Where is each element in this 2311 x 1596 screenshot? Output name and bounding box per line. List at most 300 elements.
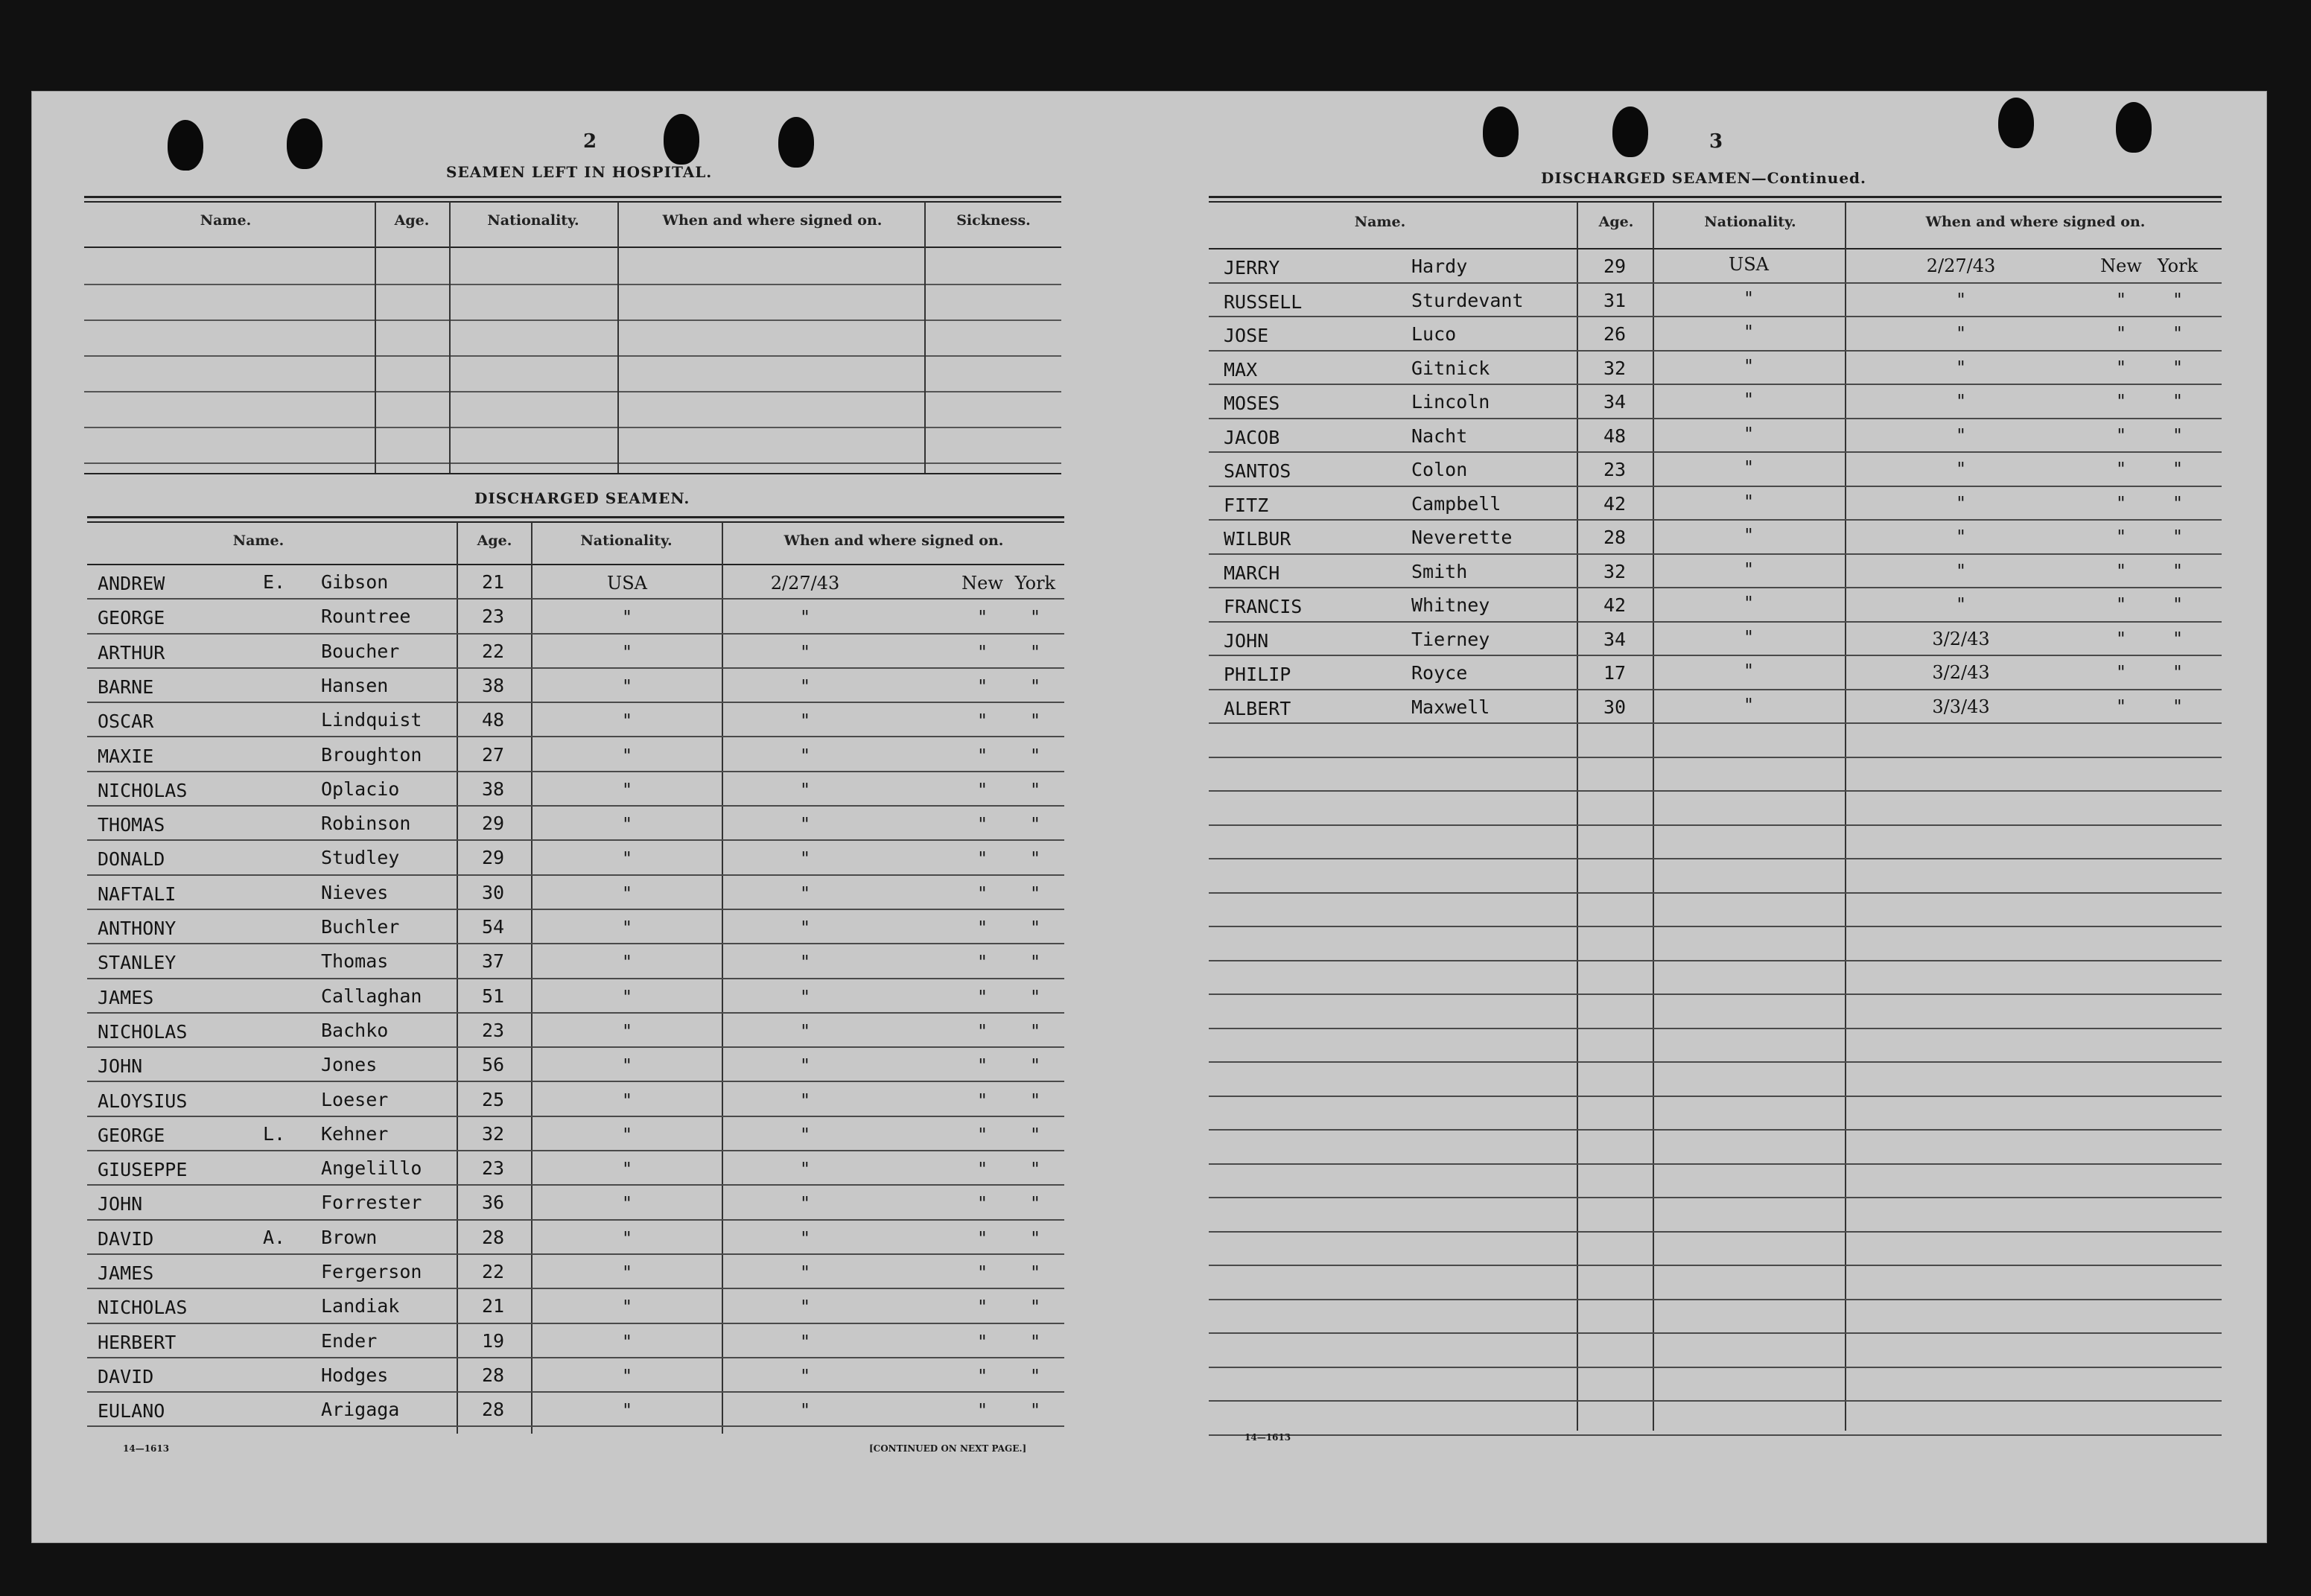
- right-header-signed-on: When and where signed on.: [1925, 214, 2146, 230]
- signed-on-place: ": [1031, 1331, 1040, 1352]
- nationality: ": [623, 607, 632, 629]
- signed-on-place: ": [1031, 952, 1040, 973]
- last-name: Nacht: [1411, 425, 1468, 447]
- signed-on-date: ": [801, 1400, 810, 1422]
- nationality: ": [623, 1020, 632, 1042]
- age: 30: [1603, 696, 1627, 718]
- empty-row: [1209, 1368, 2222, 1402]
- signed-on-place: ": [978, 1365, 987, 1387]
- signed-on-date: ": [801, 848, 810, 870]
- table-row: [87, 979, 1064, 1014]
- last-name: Arigaga: [321, 1399, 400, 1421]
- signed-on-place: ": [2117, 628, 2126, 649]
- signed-on-date: ": [801, 883, 810, 904]
- empty-row: [1209, 1097, 2222, 1131]
- table-row: [87, 807, 1064, 841]
- last-name: Hardy: [1411, 255, 1468, 277]
- hospital-header-signed-on: When and where signed on.: [662, 212, 883, 229]
- binder-hole: [168, 120, 203, 171]
- signed-on-place: ": [978, 779, 987, 801]
- signed-on-date: ": [801, 952, 810, 973]
- signed-on-date: ": [1956, 492, 1965, 514]
- first-name: JOHN: [98, 1055, 143, 1078]
- nationality: ": [623, 1159, 632, 1180]
- signed-on-place: ": [978, 918, 987, 938]
- empty-row: [1209, 894, 2222, 928]
- age: 19: [481, 1329, 505, 1352]
- age: 29: [1603, 255, 1627, 277]
- binder-hole: [1483, 106, 1519, 157]
- first-name: DONALD: [98, 848, 165, 871]
- table-row: [1209, 521, 2222, 555]
- age: 37: [481, 950, 505, 973]
- nationality: ": [1744, 525, 1753, 546]
- last-name: Campbell: [1411, 492, 1501, 515]
- empty-row: [1209, 1063, 2222, 1097]
- signed-on-place: ": [2117, 357, 2126, 378]
- signed-on-date: ": [801, 745, 810, 766]
- first-name: NICHOLAS: [98, 1297, 188, 1319]
- last-name: Landiak: [321, 1295, 400, 1317]
- nationality: ": [623, 986, 632, 1008]
- table-row: [1209, 385, 2222, 419]
- first-name: RUSSELL: [1224, 290, 1303, 313]
- first-name: ANDREW: [98, 573, 165, 594]
- age: 32: [1603, 560, 1627, 582]
- signed-on-place: ": [978, 710, 987, 732]
- signed-on-place: ": [978, 883, 987, 904]
- signed-on-place: ": [978, 1159, 987, 1180]
- nationality: ": [623, 641, 632, 663]
- age: 28: [1603, 527, 1627, 548]
- binder-hole: [1998, 98, 2034, 148]
- nationality: ": [623, 1331, 632, 1352]
- signed-on-date: ": [1956, 560, 1965, 582]
- signed-on-place: ": [2173, 696, 2182, 717]
- table-row: [1209, 555, 2222, 589]
- table-row: [87, 1117, 1064, 1151]
- last-name: Fergerson: [321, 1261, 422, 1282]
- age: 32: [1603, 357, 1627, 379]
- signed-on-place: ": [1031, 848, 1040, 870]
- table-row: [87, 738, 1064, 772]
- signed-on-date: ": [801, 918, 810, 938]
- first-name: NICHOLAS: [98, 779, 188, 801]
- nationality: ": [623, 1055, 632, 1077]
- table-row: [1209, 284, 2222, 318]
- empty-row: [1209, 1233, 2222, 1267]
- first-name: JAMES: [98, 986, 154, 1008]
- signed-on-place: ": [2117, 662, 2126, 683]
- first-name: FRANCIS: [1224, 596, 1303, 617]
- signed-on-date: 3/2/43: [1932, 662, 1990, 683]
- empty-row: [1209, 927, 2222, 961]
- age: 34: [1603, 628, 1627, 650]
- signed-on-date: 2/27/43: [770, 573, 840, 594]
- age: 22: [481, 1261, 505, 1282]
- binder-hole: [2116, 102, 2152, 153]
- nationality: ": [623, 1365, 632, 1387]
- nationality: ": [1744, 626, 1753, 648]
- discharged-header-age: Age.: [477, 532, 512, 549]
- right-header-nationality: Nationality.: [1704, 214, 1796, 230]
- nationality: ": [1744, 694, 1753, 716]
- signed-on-place: ": [2173, 492, 2182, 514]
- binder-hole: [1612, 106, 1648, 157]
- signed-on-date: ": [801, 1124, 810, 1145]
- last-name: Luco: [1411, 323, 1457, 345]
- signed-on-date: ": [801, 1159, 810, 1180]
- signed-on-place: ": [1031, 814, 1040, 836]
- signed-on-date: ": [801, 675, 810, 697]
- age: 21: [481, 571, 505, 593]
- last-name: Forrester: [321, 1192, 422, 1214]
- signed-on-place: ": [2173, 357, 2182, 378]
- signed-on-date: ": [1956, 594, 1965, 615]
- empty-row: [1209, 1266, 2222, 1300]
- table-row: [87, 1151, 1064, 1186]
- last-name: Buchler: [321, 916, 400, 938]
- nationality: ": [1744, 559, 1753, 580]
- signed-on-place: ": [978, 814, 987, 836]
- first-name: DAVID: [98, 1365, 154, 1387]
- signed-on-date: ": [801, 710, 810, 732]
- age: 28: [481, 1399, 505, 1421]
- middle-initial: L.: [263, 1122, 286, 1145]
- discharged-table-right: [1209, 196, 2222, 1536]
- table-row: [1209, 453, 2222, 487]
- table-row: [1209, 487, 2222, 521]
- first-name: MAXIE: [98, 745, 154, 767]
- signed-on-place: ": [2173, 594, 2182, 615]
- signed-on-place: ": [1031, 745, 1040, 766]
- discharged-header-nationality: Nationality.: [580, 532, 673, 549]
- signed-on-place: ": [1031, 779, 1040, 801]
- signed-on-place: ": [1031, 1159, 1040, 1180]
- signed-on-date: ": [801, 814, 810, 836]
- table-row: [1209, 623, 2222, 657]
- table-row: [87, 772, 1064, 807]
- nationality: ": [1744, 390, 1753, 410]
- last-name: Rountree: [321, 605, 411, 628]
- last-name: Colon: [1411, 459, 1468, 480]
- empty-row: [1209, 758, 2222, 792]
- first-name: JERRY: [1224, 257, 1280, 279]
- table-row: [1209, 588, 2222, 623]
- signed-on-place: ": [978, 1020, 987, 1042]
- signed-on-place: ": [1031, 1124, 1040, 1145]
- empty-row: [1209, 826, 2222, 860]
- empty-row: [1209, 1165, 2222, 1199]
- first-name: THOMAS: [98, 814, 165, 836]
- first-name: HERBERT: [98, 1331, 177, 1353]
- table-row: [1209, 690, 2222, 725]
- table-row: [1209, 656, 2222, 690]
- last-name: Thomas: [321, 950, 389, 973]
- first-name: JOSE: [1224, 325, 1269, 346]
- table-row: [87, 841, 1064, 875]
- signed-on-date: ": [801, 1365, 810, 1387]
- signed-on-place: ": [978, 675, 987, 697]
- signed-on-date: ": [1956, 323, 1965, 344]
- signed-on-place: ": [1031, 1020, 1040, 1042]
- first-name: MOSES: [1224, 392, 1280, 414]
- signed-on-date: ": [801, 1193, 810, 1215]
- table-row: [1209, 352, 2222, 386]
- last-name: Hodges: [321, 1364, 389, 1386]
- binder-hole: [664, 114, 699, 165]
- last-name: Callaghan: [321, 985, 422, 1007]
- first-name: PHILIP: [1224, 664, 1291, 685]
- age: 54: [481, 916, 505, 938]
- empty-row: [1209, 961, 2222, 996]
- last-name: Jones: [321, 1054, 378, 1076]
- signed-on-place: ": [2173, 662, 2182, 683]
- signed-on-place: ": [1031, 675, 1040, 697]
- table-row: [1209, 317, 2222, 352]
- last-name: Lindquist: [321, 709, 422, 731]
- signed-on-place: ": [1031, 607, 1040, 629]
- signed-on-place: ": [1031, 986, 1040, 1008]
- table-row: [87, 1014, 1064, 1048]
- age: 31: [1603, 289, 1627, 311]
- first-name: GEORGE: [98, 1124, 165, 1146]
- signed-on-place: ": [1031, 641, 1040, 663]
- table-row: [87, 1289, 1064, 1323]
- binder-hole: [287, 118, 322, 169]
- nationality: ": [1744, 287, 1753, 309]
- signed-on-place: ": [978, 848, 987, 870]
- signed-on-place: New: [2100, 255, 2142, 276]
- age: 21: [481, 1295, 505, 1317]
- nationality: ": [623, 918, 632, 938]
- ledger-sheet: [31, 91, 2267, 1543]
- last-name: Maxwell: [1411, 696, 1490, 718]
- signed-on-place: ": [978, 1193, 987, 1215]
- last-name: Nieves: [321, 881, 389, 903]
- right-header-age: Age.: [1598, 214, 1634, 230]
- last-name: Lincoln: [1411, 391, 1490, 413]
- empty-row: [1209, 1198, 2222, 1233]
- right-form-code: 14—1613: [1244, 1432, 1291, 1443]
- age: 25: [481, 1088, 505, 1110]
- first-name: STANLEY: [98, 952, 177, 974]
- signed-on-place: ": [1031, 1365, 1040, 1387]
- nationality: ": [1744, 457, 1753, 478]
- nationality: ": [623, 883, 632, 904]
- signed-on-date: ": [1956, 391, 1965, 412]
- first-name: MARCH: [1224, 562, 1280, 584]
- age: 23: [481, 605, 505, 628]
- signed-on-place: ": [978, 1331, 987, 1352]
- age: 32: [481, 1122, 505, 1145]
- first-name: JOHN: [98, 1193, 143, 1215]
- signed-on-place: ": [2173, 628, 2182, 649]
- first-name: ALBERT: [1224, 697, 1291, 719]
- first-name: FITZ: [1224, 494, 1269, 516]
- signed-on-date: ": [1956, 527, 1965, 547]
- last-name: Kehner: [321, 1122, 389, 1145]
- nationality: ": [1744, 593, 1753, 614]
- age: 48: [1603, 425, 1627, 447]
- signed-on-place: ": [2173, 391, 2182, 412]
- signed-on-date: ": [801, 1262, 810, 1283]
- nationality: ": [623, 1262, 632, 1283]
- last-name: Whitney: [1411, 594, 1490, 616]
- first-name: BARNE: [98, 675, 154, 698]
- nationality: ": [623, 848, 632, 870]
- signed-on-place: ": [2117, 289, 2126, 311]
- signed-on-date: ": [801, 641, 810, 663]
- signed-on-date: ": [801, 1331, 810, 1352]
- signed-on-place: ": [2117, 560, 2126, 582]
- signed-on-place: ": [1031, 1055, 1040, 1077]
- age: 28: [481, 1226, 505, 1248]
- table-row: [87, 669, 1064, 703]
- table-row: [87, 1393, 1064, 1427]
- signed-on-place: ": [2117, 594, 2126, 615]
- table-row: [1209, 419, 2222, 454]
- last-name: Royce: [1411, 662, 1468, 684]
- middle-initial: E.: [263, 571, 286, 593]
- first-name: ARTHUR: [98, 641, 165, 664]
- signed-on-place: ": [2173, 527, 2182, 547]
- signed-on-place: ": [1031, 1227, 1040, 1249]
- signed-on-place: ": [1031, 710, 1040, 732]
- signed-on-date: ": [801, 1227, 810, 1249]
- nationality: ": [623, 1124, 632, 1145]
- right-header-name: Name.: [1354, 214, 1406, 230]
- signed-on-place: York: [2157, 255, 2199, 276]
- age: 17: [1603, 662, 1627, 684]
- signed-on-place: ": [978, 986, 987, 1008]
- nationality: ": [623, 745, 632, 766]
- signed-on-place: ": [2173, 289, 2182, 311]
- first-name: JACOB: [1224, 426, 1280, 448]
- signed-on-place: ": [978, 641, 987, 663]
- last-name: Robinson: [321, 813, 411, 835]
- nationality: ": [1744, 423, 1753, 445]
- last-name: Brown: [321, 1226, 378, 1248]
- signed-on-date: ": [801, 1297, 810, 1318]
- age: 56: [481, 1054, 505, 1076]
- nationality: ": [623, 1227, 632, 1249]
- nationality: ": [623, 675, 632, 697]
- nationality: ": [623, 1193, 632, 1215]
- signed-on-place: ": [1031, 1400, 1040, 1422]
- empty-row: [1209, 859, 2222, 894]
- age: 51: [481, 985, 505, 1007]
- signed-on-date: ": [801, 607, 810, 629]
- signed-on-date: 2/27/43: [1926, 255, 1996, 276]
- first-name: OSCAR: [98, 710, 154, 733]
- nationality: ": [623, 1297, 632, 1318]
- nationality: ": [1744, 355, 1753, 377]
- table-row: [87, 1358, 1064, 1393]
- left-form-code: 14—1613: [123, 1443, 170, 1454]
- first-name: JAMES: [98, 1262, 154, 1284]
- nationality: ": [623, 1400, 632, 1422]
- nationality: ": [623, 779, 632, 801]
- empty-row: [1209, 724, 2222, 758]
- age: 38: [481, 778, 505, 800]
- last-name: Neverette: [1411, 527, 1513, 548]
- signed-on-place: ": [978, 1400, 987, 1422]
- last-name: Loeser: [321, 1088, 389, 1110]
- signed-on-date: ": [801, 1090, 810, 1111]
- signed-on-place: New: [961, 573, 1003, 594]
- signed-on-date: ": [801, 1055, 810, 1077]
- hospital-header-sickness: Sickness.: [956, 212, 1031, 229]
- right-page-number: 3: [1709, 130, 1723, 153]
- left-page-number: 2: [583, 130, 597, 153]
- age: 30: [481, 881, 505, 903]
- middle-initial: A.: [263, 1226, 286, 1248]
- signed-on-date: ": [801, 779, 810, 801]
- signed-on-place: ": [978, 952, 987, 973]
- signed-on-place: ": [978, 1124, 987, 1145]
- nationality: ": [1744, 491, 1753, 512]
- signed-on-place: ": [2117, 696, 2126, 717]
- age: 23: [481, 1019, 505, 1041]
- row-rule: [1209, 1434, 2222, 1436]
- empty-row: [1209, 1334, 2222, 1368]
- signed-on-place: ": [1031, 1193, 1040, 1215]
- discharged-header-name: Name.: [232, 532, 284, 549]
- row-rule: [87, 1425, 1064, 1427]
- last-name: Angelillo: [321, 1157, 422, 1180]
- table-row: [87, 1324, 1064, 1358]
- nationality: ": [623, 814, 632, 836]
- hospital-section-title: SEAMEN LEFT IN HOSPITAL.: [446, 163, 713, 181]
- signed-on-place: ": [2117, 391, 2126, 412]
- age: 26: [1603, 323, 1627, 345]
- last-name: Boucher: [321, 640, 400, 662]
- age: 27: [481, 743, 505, 766]
- age: 23: [1603, 459, 1627, 480]
- last-name: Gitnick: [1411, 357, 1490, 379]
- first-name: NICHOLAS: [98, 1020, 188, 1043]
- first-name: WILBUR: [1224, 528, 1291, 550]
- signed-on-place: ": [1031, 1297, 1040, 1318]
- binder-hole: [778, 117, 814, 168]
- age: 42: [1603, 492, 1627, 515]
- nationality: ": [623, 710, 632, 732]
- table-row: [87, 944, 1064, 979]
- signed-on-place: ": [2117, 459, 2126, 480]
- table-row: [87, 1186, 1064, 1220]
- table-row: [87, 600, 1064, 634]
- last-name: Hansen: [321, 674, 389, 696]
- signed-on-date: ": [1956, 289, 1965, 311]
- last-name: Tierney: [1411, 628, 1490, 650]
- last-name: Smith: [1411, 560, 1468, 582]
- age: 23: [481, 1157, 505, 1180]
- nationality: ": [623, 952, 632, 973]
- first-name: MAX: [1224, 358, 1258, 381]
- right-section-title: DISCHARGED SEAMEN—Continued.: [1541, 169, 1866, 187]
- signed-on-place: ": [978, 607, 987, 629]
- signed-on-place: ": [2173, 459, 2182, 480]
- empty-row: [1209, 1131, 2222, 1165]
- table-row: [87, 910, 1064, 944]
- nationality: USA: [607, 573, 647, 594]
- first-name: DAVID: [98, 1227, 154, 1250]
- table-row: [87, 876, 1064, 910]
- last-name: Broughton: [321, 743, 422, 766]
- table-row: [87, 1083, 1064, 1117]
- signed-on-place: ": [978, 1090, 987, 1111]
